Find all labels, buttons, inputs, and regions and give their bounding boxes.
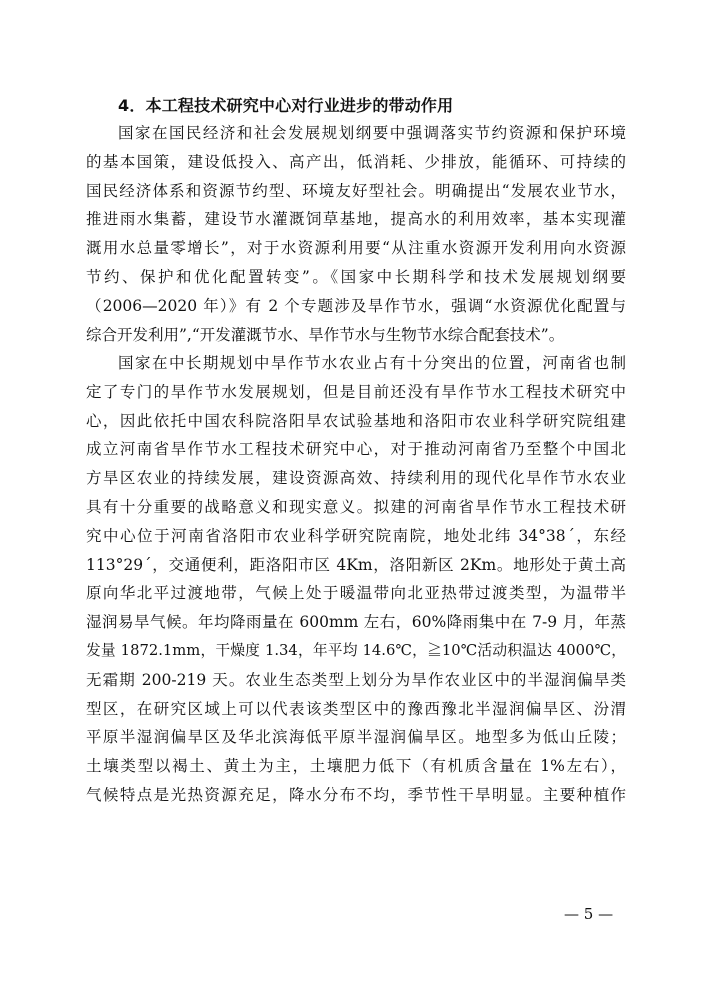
text-line: 推进雨水集蓄，建设节水灌溉饲草基地，提高水的利用效率，基本实现灌 [86,210,626,229]
text-line: 具有十分重要的战略意义和现实意义。拟建的河南省旱作节水工程技术研 [86,497,626,516]
text-line: 成立河南省旱作节水工程技术研究中心，对于推动河南省乃至整个中国北 [86,440,626,459]
text-line: 究中心位于河南省洛阳市农业科学研究院南院，地处北纬 34°38ˊ，东经 [86,526,626,545]
text-line: 无霜期 200-219 天。农业生态类型上划分为旱作农业区中的半湿润偏旱类 [86,670,626,689]
paragraph-1 [86,119,626,349]
text-line: 原向华北平过渡地带，气候上处于暖温带向北亚热带过渡类型，为温带半 [86,584,626,603]
page-number: — 5 — [564,905,614,923]
text-line: 心，因此依托中国农科院洛阳旱农试验基地和洛阳市农业科学研究院组建 [86,411,626,430]
text-line: 平原半湿润偏旱区及华北滨海低平原半湿润偏旱区。地型多为低山丘陵； [86,728,626,747]
text-line: 国民经济体系和资源节约型、环境友好型社会。明确提出“发展农业节水， [86,181,626,200]
text-line: 湿润易旱气候。年均降雨量在 600mm 左右，60%降雨集中在 7-9 月，年蒸 [86,613,626,632]
paragraph-2 [86,349,626,810]
text-line: 节约、保护和优化配置转变”。《国家中长期科学和技术发展规划纲要 [86,267,626,286]
text-line: 定了专门的旱作节水发展规划，但是目前还没有旱作节水工程技术研究中 [86,382,626,401]
text-line: 的基本国策，建设低投入、高产出，低消耗、少排放，能循环、可持续的 [86,152,626,171]
text-line: 国家在中长期规划中旱作节水农业占有十分突出的位置，河南省也制 [118,354,626,372]
text-line: 发量 1872.1mm，干燥度 1.34，年平均 14.6℃，≧10℃活动积温达 4000℃， [86,641,626,659]
text-line: 方旱区农业的持续发展，建设资源高效、持续利用的现代化旱作节水农业 [86,469,626,488]
text-line: 113°29ˊ，交通便利，距洛阳市区 4Km，洛阳新区 2Km。地形处于黄土高 [86,555,626,574]
text-line: 土壤类型以褐土、黄土为主，土壤肥力低下（有机质含量在 1%左右）， [86,757,626,776]
text-line: 气候特点是光热资源充足，降水分布不均，季节性干旱明显。主要种植作 [86,785,626,804]
text-line: 型区，在研究区域上可以代表该类型区中的豫西豫北半湿润偏旱区、汾渭 [86,699,626,718]
text-line: 溉用水总量零增长”，对于水资源利用要“从注重水资源开发利用向水资源 [86,239,626,258]
text-line: 国家在国民经济和社会发展规划纲要中强调落实节约资源和保护环境 [118,124,626,142]
section-heading: 4．本工程技术研究中心对行业进步的带动作用 [118,96,454,115]
text-line: 综合开发利用”,“开发灌溉节水、旱作节水与生物节水综合配套技术”。 [86,325,565,344]
text-line: （2006—2020 年）》有 2 个专题涉及旱作节水，强调“水资源优化配置与 [86,296,626,315]
